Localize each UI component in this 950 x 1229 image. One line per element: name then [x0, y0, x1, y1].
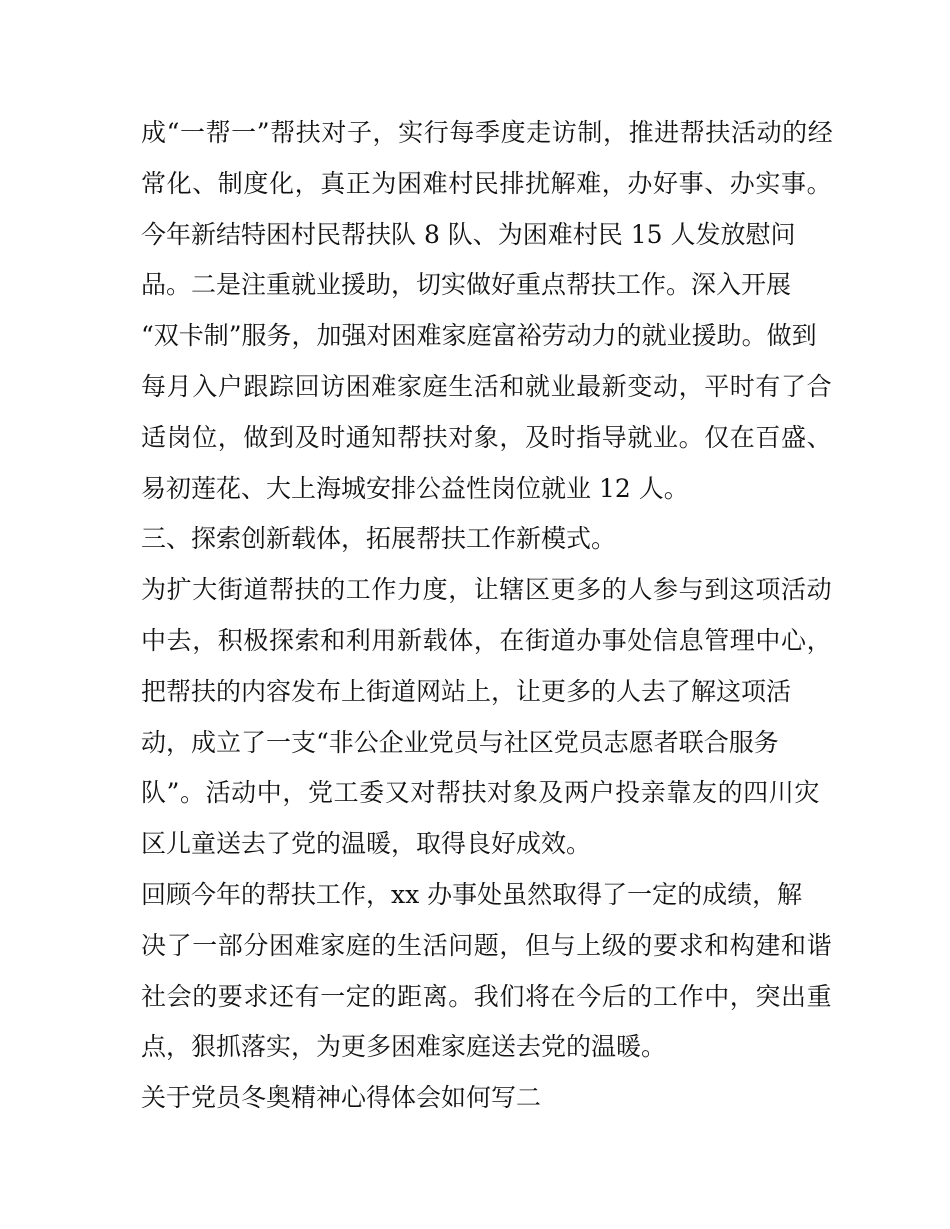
text-line: 点，狠抓落实，为更多困难家庭送去党的温暖。 [141, 1032, 667, 1062]
text-line: 区儿童送去了党的温暖，取得良好成效。 [141, 829, 592, 859]
text-line: 社会的要求还有一定的距离。我们将在今后的工作中，突出重 [141, 981, 833, 1011]
text-line: 动，成立了一支“非公企业党员与社区党员志愿者联合服务 [141, 727, 779, 757]
text-line: 常化、制度化，真正为困难村民排扰解难，办好事、办实事。 [141, 168, 833, 198]
text-line: 易初莲花、大上海城安排公益性岗位就业 12 人。 [141, 473, 689, 503]
section-title: 关于党员冬奥精神心得体会如何写二 [141, 1083, 542, 1113]
text-line: 把帮扶的内容发布上街道网站上，让更多的人去了解这项活 [141, 676, 792, 706]
body-text [141, 108, 834, 1124]
section-heading: 三、探索创新载体，拓展帮扶工作新模式。 [141, 524, 617, 554]
text-line: 中去，积极探索和利用新载体，在街道办事处信息管理中心， [141, 625, 833, 655]
text-line: 每月入户跟踪回访困难家庭生活和就业最新变动，平时有了合 [141, 371, 833, 401]
text-line: 回顾今年的帮扶工作，xx 办事处虽然取得了一定的成绩，解 [141, 879, 803, 909]
text-line: “双卡制”服务，加强对困难家庭富裕劳动力的就业援助。做到 [141, 321, 817, 351]
text-line: 适岗位，做到及时通知帮扶对象，及时指导就业。仅在百盛、 [141, 422, 833, 452]
text-line: 成“一帮一”帮扶对子，实行每季度走访制，推进帮扶活动的经 [141, 118, 834, 147]
text-line: 队”。活动中，党工委又对帮扶对象及两户投亲靠友的四川灾 [141, 778, 820, 808]
text-line: 为扩大街道帮扶的工作力度，让辖区更多的人参与到这项活动 [141, 575, 833, 605]
text-line: 今年新结特困村民帮扶队 8 队、为困难村民 15 人发放慰问 [141, 219, 796, 249]
text-line: 决了一部分困难家庭的生活问题，但与上级的要求和构建和谐 [141, 930, 833, 960]
text-line: 品。二是注重就业援助，切实做好重点帮扶工作。深入开展 [141, 270, 792, 300]
